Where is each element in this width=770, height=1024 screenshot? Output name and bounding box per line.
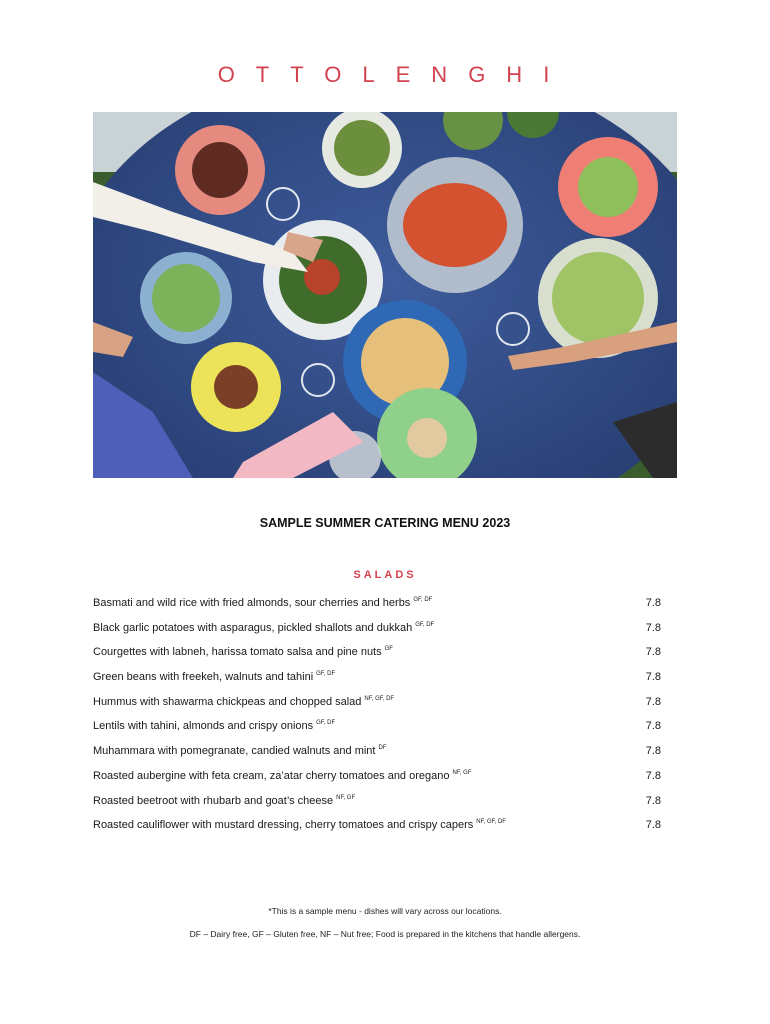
section-title-salads: SALADS [353,569,417,581]
menu-item-price: 7.8 [645,671,661,684]
menu-item [93,622,661,647]
menu-item-price: 7.8 [645,769,661,782]
menu-item-desc [93,597,432,609]
diet-tags: GF, DF [316,671,336,678]
menu-item [93,819,661,844]
menu-item-name: Roasted cauliflower with mustard dressing, cherry tomatoes and crispy capers [93,819,474,832]
menu-item [93,696,661,721]
menu-item-name: Courgettes with labneh, harissa tomato salsa and pine nuts [93,646,382,659]
diet-tags: DF [378,745,387,752]
menu-item-desc [93,819,506,831]
menu-item-name: Green beans with freekeh, walnuts and tahini [93,671,314,684]
menu-item-name: Hummus with shawarma chickpeas and chopped salad [93,695,362,708]
menu-item-price: 7.8 [645,597,661,609]
footer-allergen-legend: DF – Dairy free, GF – Gluten free, NF – Nut free; Food is prepared in the kitchens that handle allergens. [189,929,581,939]
menu-item-price: 7.8 [645,720,661,733]
diet-tags: GF, DF [415,621,435,628]
menu-item-desc [93,622,434,634]
menu-item-name: Muhammara with pomegranate, candied walnuts and mint [93,745,376,758]
menu-item-price: 7.8 [645,695,661,708]
diet-tags: GF, DF [413,597,433,603]
menu-item-price: 7.8 [645,794,661,807]
menu-item-desc [93,646,393,658]
menu-item-desc [93,770,471,782]
menu-item [93,720,661,745]
menu-item-desc [93,745,386,757]
menu-item-desc [93,795,355,807]
food-table-photo-icon [93,112,677,478]
menu-item [93,646,661,671]
menu-item-price: 7.8 [645,819,661,832]
diet-tags: NF, GF, DF [364,695,395,702]
menu-item-desc [93,696,394,708]
menu-item [93,745,661,770]
diet-tags: NF, GF [336,794,356,801]
footer-sample-note: *This is a sample menu - dishes will vary across our locations. [268,906,502,916]
menu-item-price: 7.8 [645,646,661,659]
diet-tags: NF, GF [452,769,472,776]
menu-title: SAMPLE SUMMER CATERING MENU 2023 [259,516,511,530]
menu-item [93,597,661,622]
menu-item-name: Lentils with tahini, almonds and crispy onions [93,720,314,733]
brand-logo: OTTOLENGHI [217,62,571,87]
menu-item [93,671,661,696]
diet-tags: NF, GF, DF [476,819,506,826]
menu-item-name: Basmati and wild rice with fried almonds, sour cherries and herbs [93,597,411,609]
menu-item [93,770,661,795]
menu-item-desc [93,720,335,732]
menu-item-desc [93,671,335,683]
menu-item-price: 7.8 [645,745,661,758]
diet-tags: GF, DF [316,720,336,727]
diet-tags: GF [384,646,393,653]
menu-item-name: Black garlic potatoes with asparagus, pickled shallots and dukkah [93,621,413,634]
menu-item-price: 7.8 [645,621,661,634]
hero-photo [93,112,677,478]
menu-item-name: Roasted beetroot with rhubarb and goat’s cheese [93,794,334,807]
menu-item-list [93,597,661,844]
menu-item-name: Roasted aubergine with feta cream, za’atar cherry tomatoes and oregano [93,769,450,782]
menu-item [93,795,661,820]
